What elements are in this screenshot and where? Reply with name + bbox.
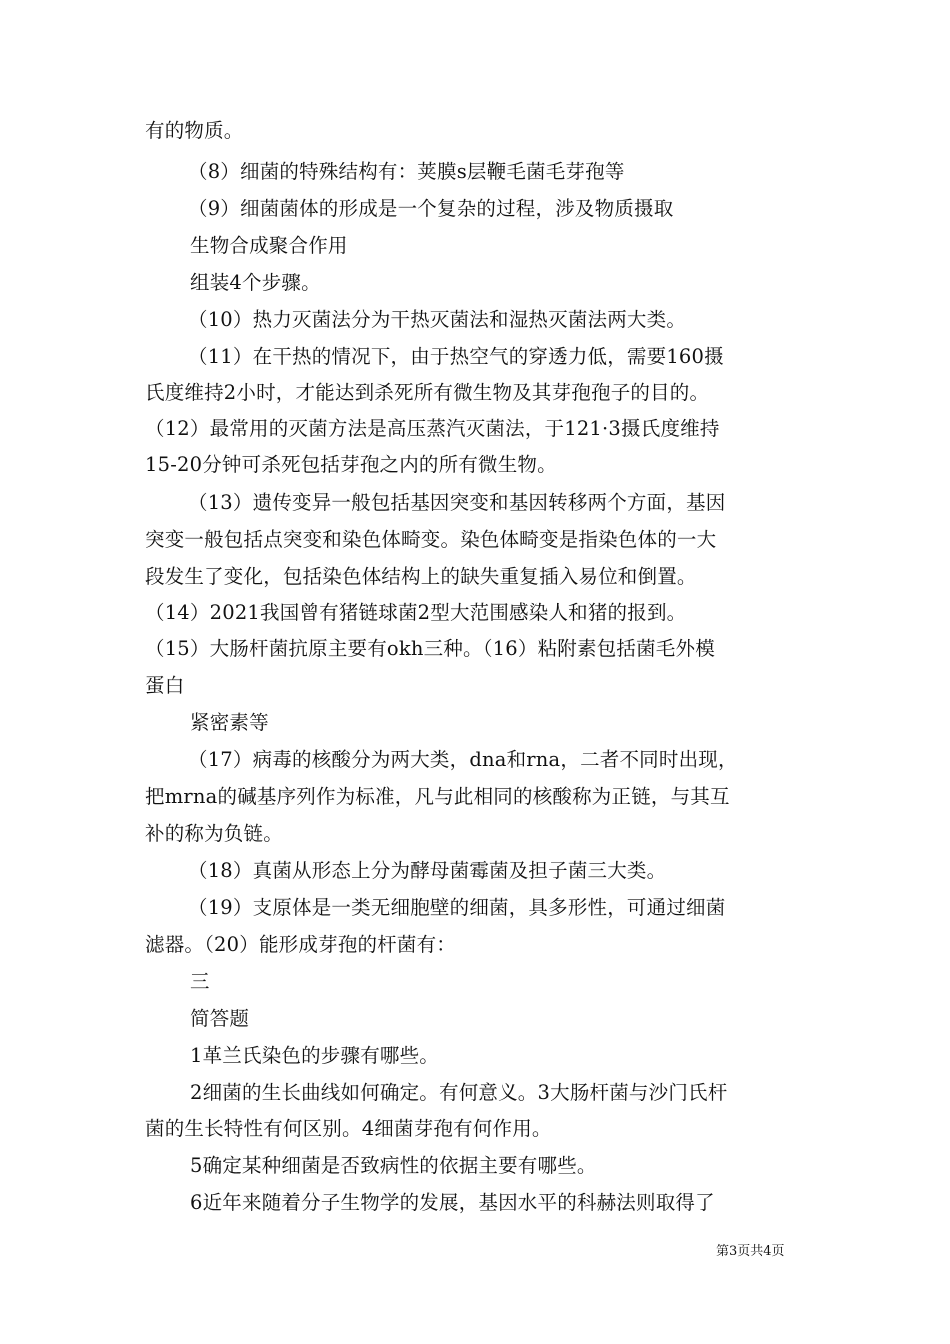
text-line: 有的物质。 <box>145 119 244 142</box>
text-line: （10）热力灭菌法分为干热灭菌法和湿热灭菌法两大类。 <box>188 308 687 331</box>
text-line: （11）在干热的情况下，由于热空气的穿透力低，需要160摄 <box>188 345 724 368</box>
text-line: 滤器。（20）能形成芽孢的杆菌有： <box>145 933 456 956</box>
text-line: （15）大肠杆菌抗原主要有okh三种。（16）粘附素包括菌毛外模 <box>145 637 715 660</box>
text-line: （9）细菌菌体的形成是一个复杂的过程，涉及物质摄取 <box>188 197 674 220</box>
section-heading: 简答题 <box>190 1007 250 1030</box>
text-line: 15-20分钟可杀死包括芽孢之内的所有微生物。 <box>145 453 557 476</box>
text-line: （19）支原体是一类无细胞壁的细菌，具多形性，可通过细菌 <box>188 896 726 919</box>
text-line: 段发生了变化，包括染色体结构上的缺失重复插入易位和倒置。 <box>145 565 697 588</box>
text-line: （12）最常用的灭菌方法是高压蒸汽灭菌法，于121·3摄氏度维持 <box>145 417 720 440</box>
text-line: 组装4个步骤。 <box>190 271 321 294</box>
question-line: 5确定某种细菌是否致病性的依据主要有哪些。 <box>190 1154 597 1177</box>
text-line: （18）真菌从形态上分为酵母菌霉菌及担子菌三大类。 <box>188 859 667 882</box>
text-line: （17）病毒的核酸分为两大类，dna和rna，二者不同时出现， <box>188 748 738 771</box>
question-line: 菌的生长特性有何区别。4细菌芽孢有何作用。 <box>145 1117 552 1140</box>
text-line: 生物合成聚合作用 <box>190 234 348 257</box>
text-line: （13）遗传变异一般包括基因突变和基因转移两个方面，基因 <box>188 491 726 514</box>
page-number: 第3页共4页 <box>716 1244 785 1259</box>
question-line: 1革兰氏染色的步骤有哪些。 <box>190 1044 440 1067</box>
text-line: 补的称为负链。 <box>145 822 283 845</box>
text-line: （14）2021我国曾有猪链球菌2型大范围感染人和猪的报到。 <box>145 601 687 624</box>
text-line: 把mrna的碱基序列作为标准，凡与此相同的核酸称为正链，与其互 <box>145 785 730 808</box>
text-line: 蛋白 <box>145 674 185 697</box>
text-line: （8）细菌的特殊结构有：荚膜s层鞭毛菌毛芽孢等 <box>188 160 625 183</box>
text-line: 氏度维持2小时，才能达到杀死所有微生物及其芽孢孢子的目的。 <box>145 381 710 404</box>
text-line: 紧密素等 <box>190 711 269 734</box>
question-line: 6近年来随着分子生物学的发展，基因水平的科赫法则取得了 <box>190 1191 715 1214</box>
text-line: 突变一般包括点突变和染色体畸变。染色体畸变是指染色体的一大 <box>145 528 717 551</box>
question-line: 2细菌的生长曲线如何确定。有何意义。3大肠杆菌与沙门氏杆 <box>190 1081 728 1104</box>
section-number: 三 <box>190 970 210 993</box>
